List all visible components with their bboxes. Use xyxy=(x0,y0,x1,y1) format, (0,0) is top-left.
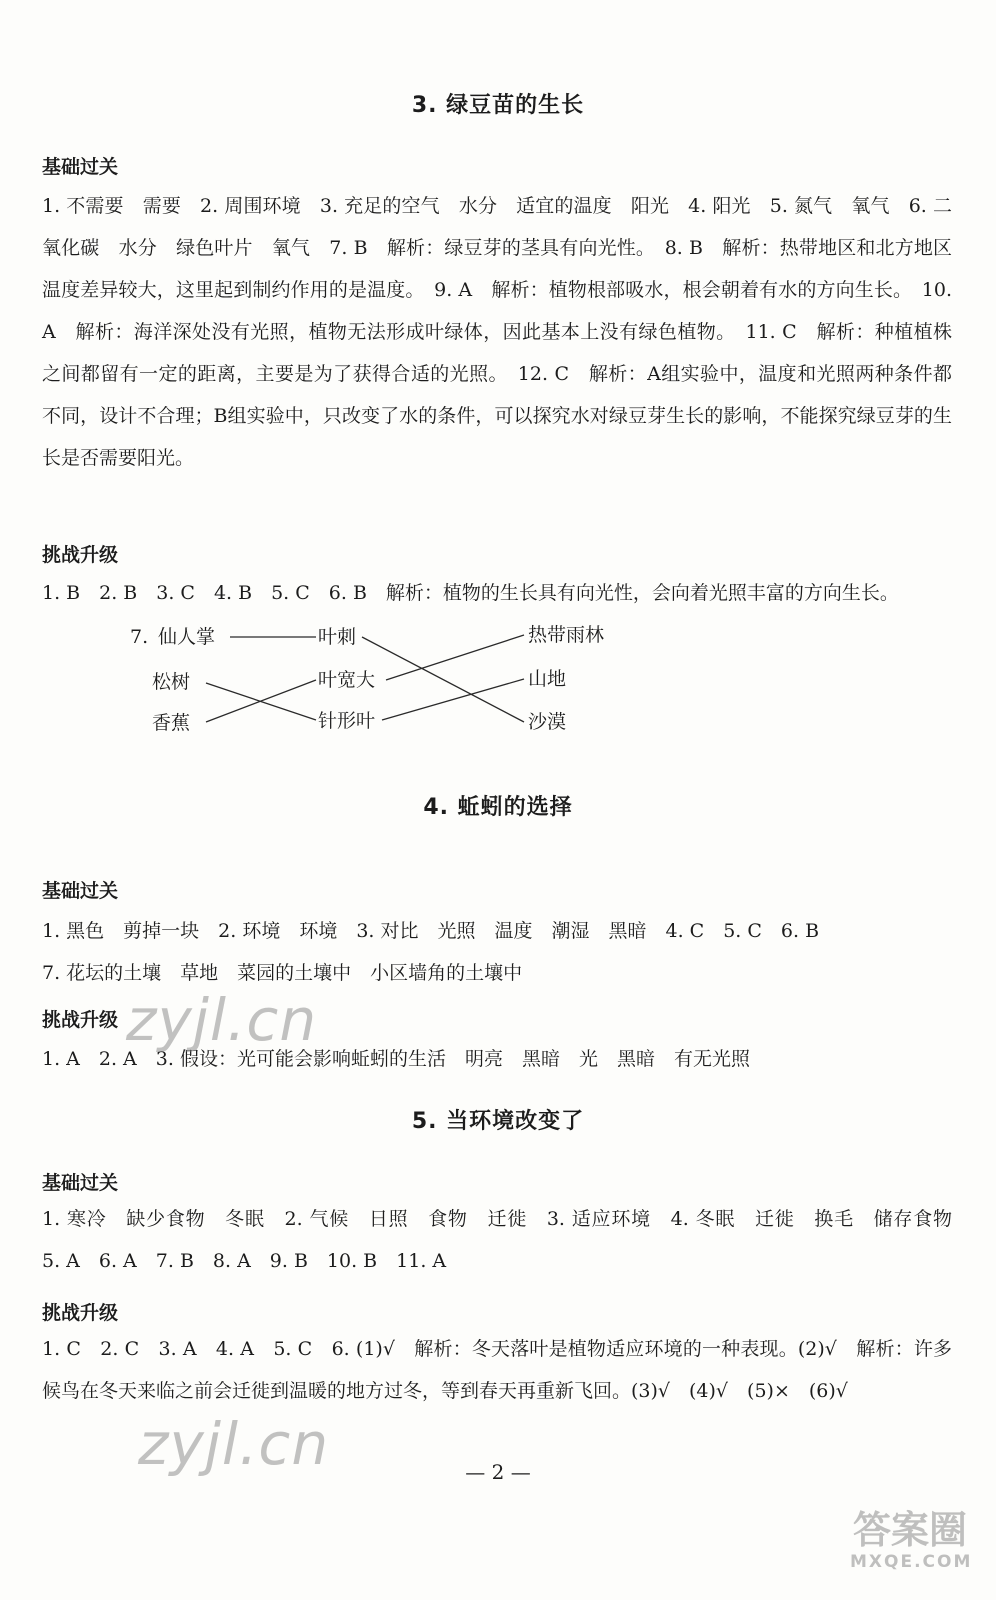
link-broad-rainforest xyxy=(386,635,524,680)
match-place-2: 山地 xyxy=(528,668,567,690)
section-5-title: 5. 当环境改变了 xyxy=(411,1109,585,1134)
page-number: — 2 — xyxy=(465,1460,531,1484)
link-banana-broad xyxy=(206,680,316,722)
section-4-challenge-heading: 挑战升级 xyxy=(42,1009,119,1031)
section-3-basic-heading: 基础过关 xyxy=(42,156,119,178)
match-plant-1: 仙人掌 xyxy=(158,626,216,648)
match-plant-3: 香蕉 xyxy=(152,712,191,734)
logo-domain: MXQE.COM xyxy=(850,1552,973,1572)
section-4-challenge-line: 1. A 2. A 3. 假设：光可能会影响蚯蚓的生活 明亮 黑暗 光 黑暗 有无光照 xyxy=(42,1048,750,1070)
section-4-title: 4. 蚯蚓的选择 xyxy=(423,795,573,820)
match-place-1: 热带雨林 xyxy=(528,624,605,646)
match-leaf-3: 针形叶 xyxy=(318,710,376,732)
section-4-basic-line-2: 7. 花坛的土壤 草地 菜园的土壤中 小区墙角的土壤中 xyxy=(42,962,523,984)
section-3-challenge-heading: 挑战升级 xyxy=(42,544,119,566)
section-4-basic-line-1: 1. 黑色 剪掉一块 2. 环境 环境 3. 对比 光照 温度 潮湿 黑暗 4. C 5. C 6. B xyxy=(42,920,820,942)
watermark-bottom: zyjl.cn xyxy=(138,1410,330,1478)
match-leaf-2: 叶宽大 xyxy=(318,669,376,691)
section-4-basic-heading: 基础过关 xyxy=(42,880,119,902)
match-leaf-1: 叶刺 xyxy=(318,626,357,648)
watermark-top: zyjl.cn xyxy=(126,986,318,1054)
section-3-basic-answers: 1. 不需要 需要 2. 周围环境 3. 充足的空气 水分 适宜的温度 阳光 4. 阳光 5. 氮气 氧气 6. 二氧化碳 水分 绿色叶片 氧气 7. B 解析：绿豆芽的茎具有向光性。 8. B 解析：热带地区和北方地区温度差异较大，这里起到制约作用的是温度。 9. A 解析：植物根部吸水，根会朝着有水的方向生长。 10. A 解析：海洋深处没有光照，植物无法形成叶绿体，因此基本上没有绿色植物。 11. C 解析：种植植株之间都留有一定的距离，主要是为了获得合适的光照。 12. C 解析：A组实验中，温度和光照两种条件都不同，设计不合理；B组实验中，只改变了水的条件，可以探究水对绿豆芽生长的影响，不能探究绿豆芽的生长是否需要阳光。 xyxy=(42,195,952,469)
logo-text: 答案圈 xyxy=(852,1508,967,1552)
site-logo xyxy=(850,1508,973,1584)
section-5-challenge-heading: 挑战升级 xyxy=(42,1302,119,1324)
section-3-challenge-answers: 1. B 2. B 3. C 4. B 5. C 6. B 解析：植物的生长具有向光性，会向着光照丰富的方向生长。 xyxy=(42,582,899,604)
section-5-basic-heading: 基础过关 xyxy=(42,1172,119,1194)
section-3-title: 3. 绿豆苗的生长 xyxy=(411,93,585,118)
section-5-basic-answers: 1. 寒冷 缺少食物 冬眠 2. 气候 日照 食物 迁徙 3. 适应环境 4. 冬眠 迁徙 换毛 储存食物 5. A 6. A 7. B 8. A 9. B 10. B 11. A xyxy=(42,1208,972,1272)
section-5-challenge-answers: 1. C 2. C 3. A 4. A 5. C 6. (1)√ 解析：冬天落叶是植物适应环境的一种表现。(2)√ 解析：许多候鸟在冬天来临之前会迁徙到温暖的地方过冬，等到春天再重新飞回。(3)√ (4)√ (5)× (6)√ xyxy=(42,1338,952,1402)
match-plant-2: 松树 xyxy=(152,671,191,693)
match-place-3: 沙漠 xyxy=(528,711,567,733)
match-number: 7. xyxy=(130,626,149,648)
